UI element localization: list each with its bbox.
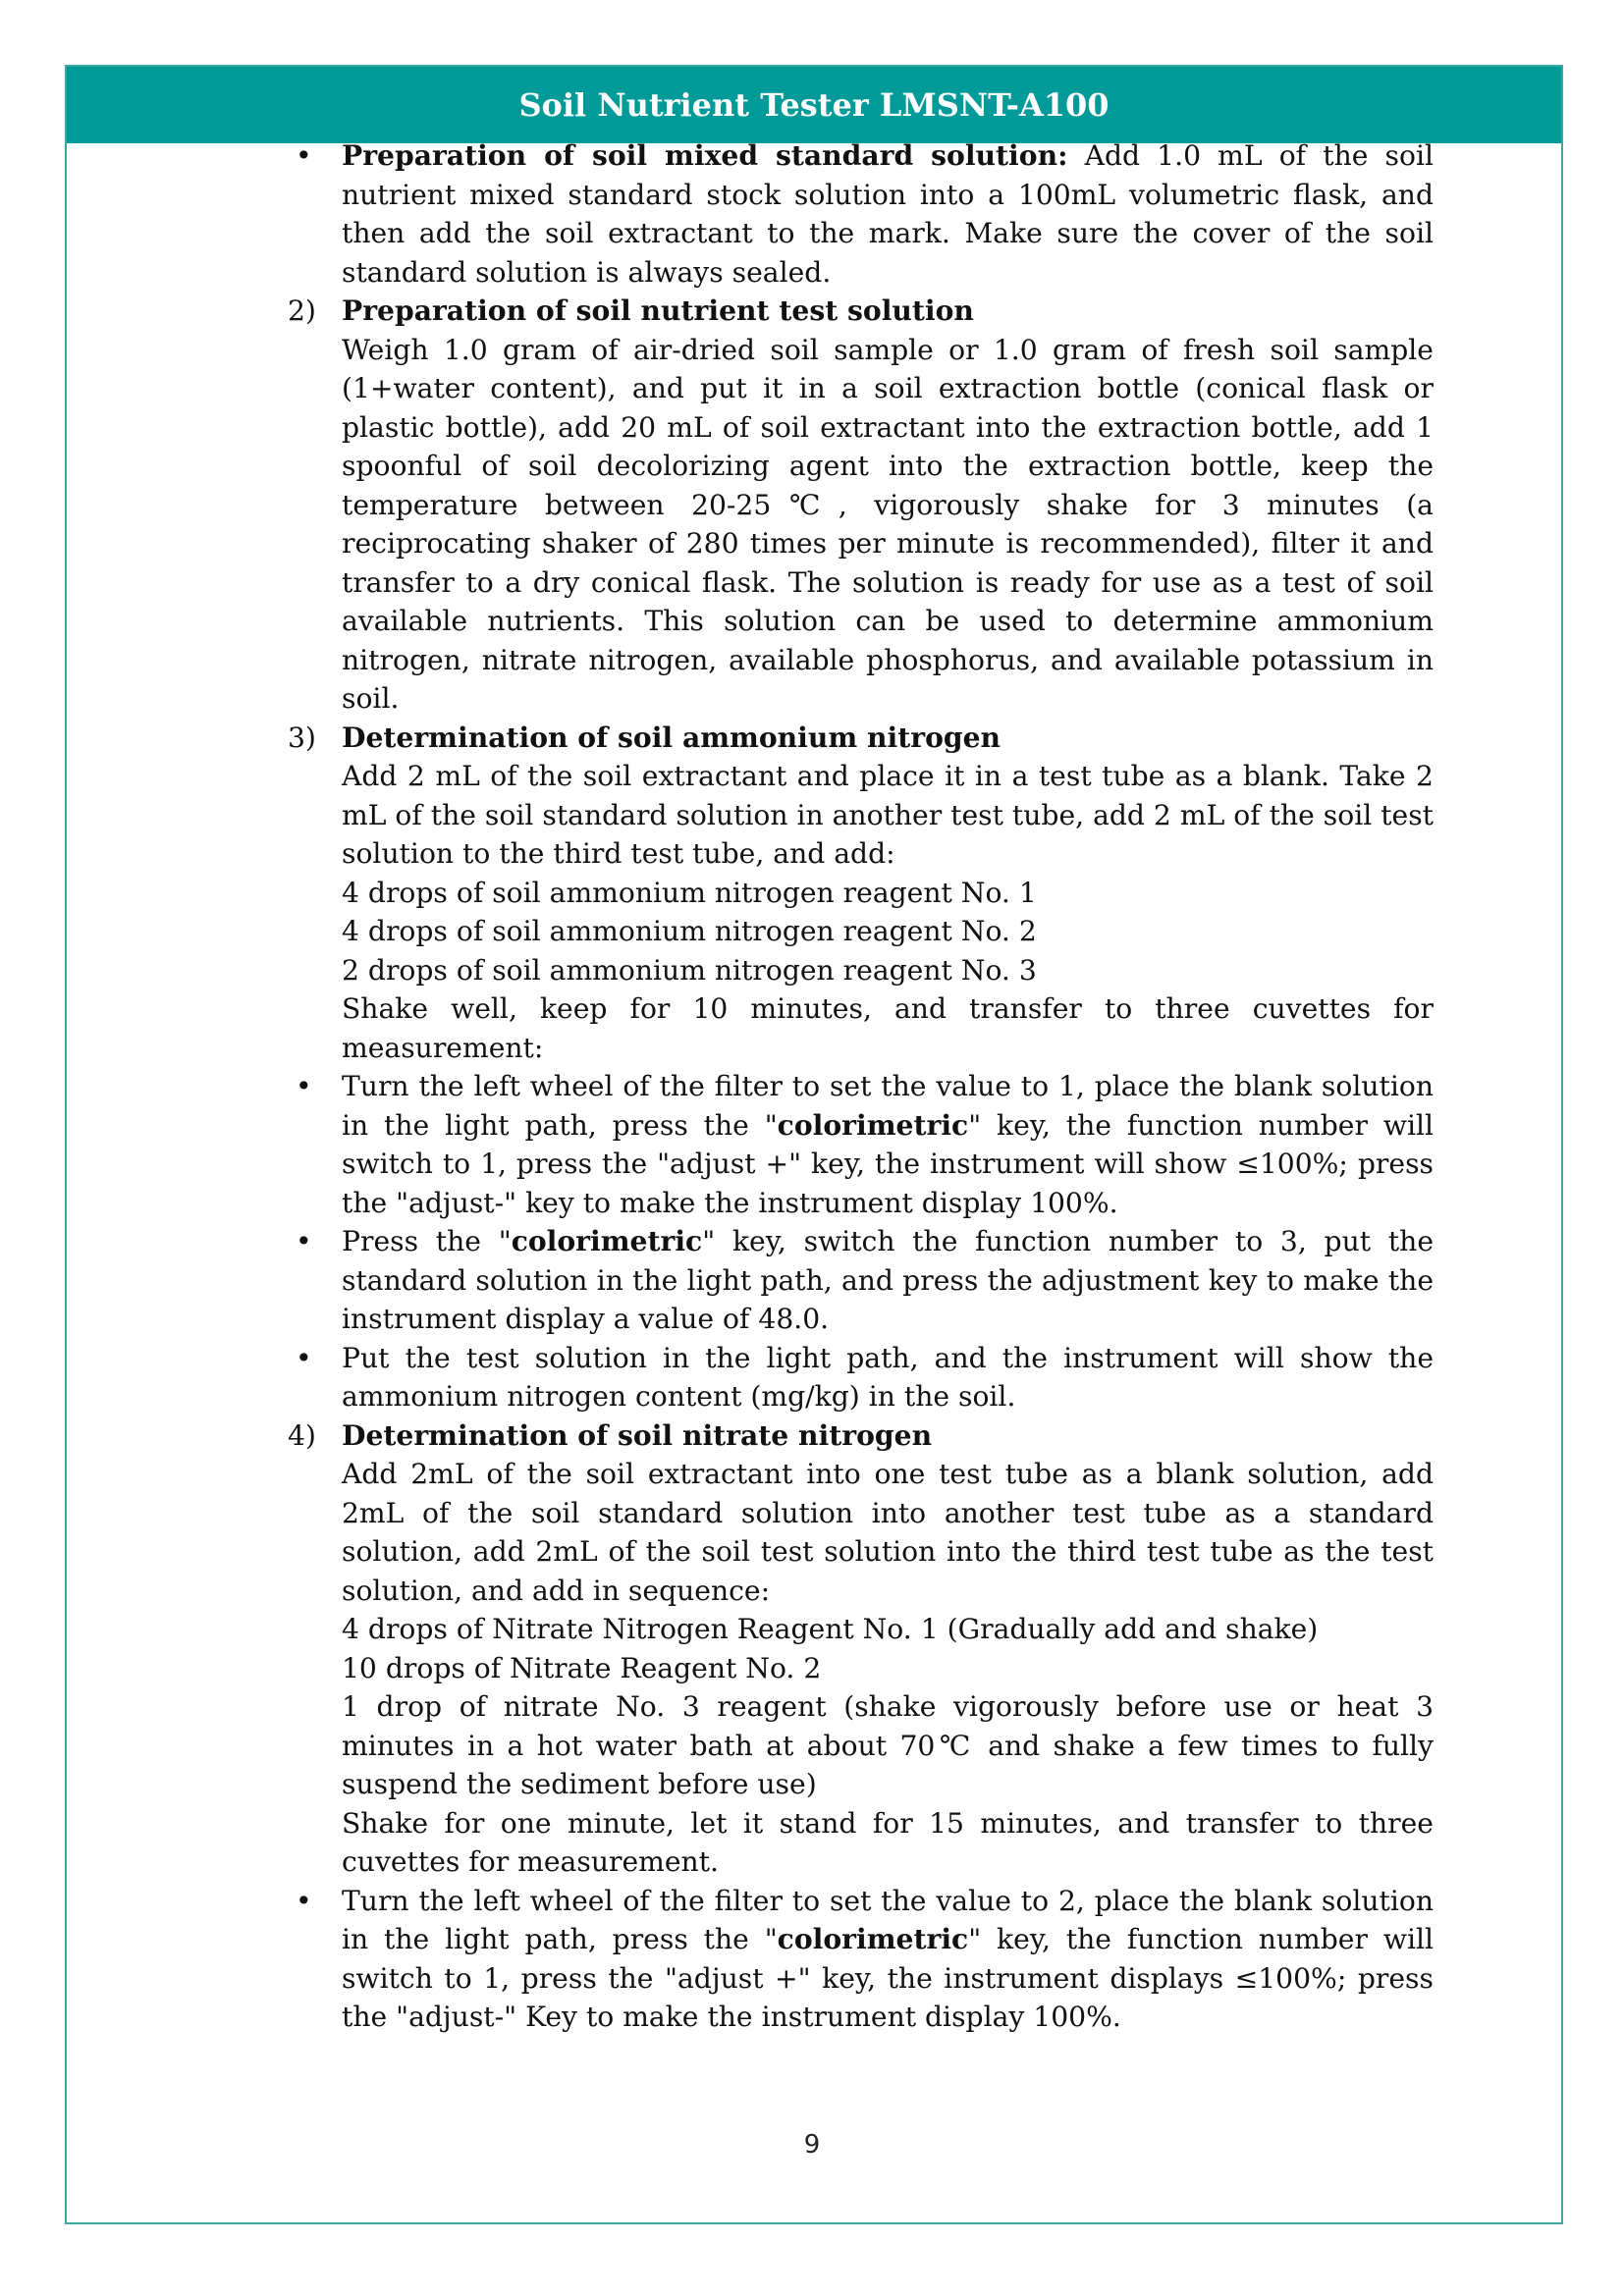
bullet-item [280,1067,1434,1222]
bullet-text: " key, switch the function number to 3, put the standard solution in the light path, and press the adjustment key to make the instrument display a value of 48.0. [342,1225,1434,1335]
reagent-line: 4 drops of soil ammonium nitrogen reagent No. 2 [342,915,1037,947]
reagent-line: 4 drops of Nitrate Nitrogen Reagent No. 1 (Gradually add and shake) [342,1613,1319,1645]
key-name-bold: colorimetric [511,1225,703,1257]
page-number: 9 [803,2130,821,2160]
bullet-text: Turn the left wheel of the filter to set the value to 1, place the blank solution in the light path, press the " [342,1070,1434,1142]
section-number: 4) [288,1418,316,1452]
section-paragraph: Shake for one minute, let it stand for 15 minutes, and transfer to three cuvettes for measurement. [342,1806,1434,1878]
reagent-line: 10 drops of Nitrate Reagent No. 2 [342,1651,822,1684]
section-paragraph: Weigh 1.0 gram of air-dried soil sample or 1.0 gram of fresh soil sample (1+water content), and put it in a soil extraction bottle (conical flask or plastic bottle), add 20 mL of soil extractant into the extraction bottle, add 1 spoonful of soil decolorizing agent into the extraction bottle, keep the temperature between 20-25℃, vigorously shake for 3 minutes (a reciprocating shaker of 280 times per minute is recommended), filter it and transfer to a dry conical flask. The solution is ready for use as a test of soil available nutrients. This solution can be used to determine ammonium nitrogen, nitrate nitrogen, available phosphorus, and available potassium in soil. [342,333,1434,715]
numbered-section [280,719,1434,1068]
key-name-bold: colorimetric [777,1108,969,1142]
bullet-item [280,1222,1434,1339]
bullet-marker: • [296,1341,312,1374]
section-heading: Determination of soil nitrate nitrogen [342,1418,933,1452]
section-paragraph: 1 drop of nitrate No. 3 reagent (shake vigorously before use or heat 3 minutes in a hot water bath at about 70℃ and shake a few times to fully suspend the sediment before use) [342,1690,1434,1800]
numbered-section [280,1416,1434,1882]
section-number: 3) [288,721,316,754]
bullet-text: Turn the left wheel of the filter to set the value to 2, place the blank solution in the light path, press the " [342,1884,1434,1955]
bullet-text: Put the test solution in the light path, and the instrument will show the ammonium nitrogen content (mg/kg) in the soil. [342,1341,1434,1413]
bullet-marker: • [296,139,312,172]
bullet-text: Add 1.0 mL of the soil nutrient mixed standard stock solution into a 100mL volumetric flask, and then add the soil extractant to the mark. Make sure the cover of the soil standard solution is always sealed. [342,139,1434,289]
reagent-line: 4 drops of soil ammonium nitrogen reagent No. 1 [342,876,1037,909]
bullet-marker: • [296,1884,312,1917]
bullet-text: " key, the function number will switch to 1, press the "adjust +" key, the instrument will show ≤100%; press the "adjust-" key to make the instrument display 100%. [342,1108,1435,1219]
bullet-text: Press the " [342,1225,512,1257]
bullet-item [280,136,1434,292]
section-paragraph: Add 2 mL of the soil extractant and place it in a test tube as a blank. Take 2 mL of the soil standard solution in another test tube, add 2 mL of the soil test solution to the third test tube, and add: [342,760,1434,870]
bullet-bold-lead: Preparation of soil mixed standard solution: [342,139,1068,172]
section-heading: Determination of soil ammonium nitrogen [342,721,1001,754]
section-paragraph: Add 2mL of the soil extractant into one test tube as a blank solution, add 2mL of the soil standard solution into another test tube as a standard solution, add 2mL of the soil test solution into the third test tube as the test solution, and add in sequence: [342,1458,1434,1607]
section-number: 2) [288,294,316,327]
section-paragraph: Shake well, keep for 10 minutes, and transfer to three cuvettes for measurement: [342,992,1434,1064]
page-header [67,67,1561,143]
reagent-line: 2 drops of soil ammonium nitrogen reagent No. 3 [342,953,1037,987]
bullet-item [280,1882,1434,2037]
section-heading: Preparation of soil nutrient test solution [342,294,974,327]
page-content [280,136,1434,2037]
bullet-marker: • [296,1070,312,1102]
key-name-bold: colorimetric [777,1923,969,1955]
numbered-section [280,292,1434,719]
bullet-item [280,1339,1434,1416]
document-title: Soil Nutrient Tester LMSNT-A100 [518,86,1110,124]
bullet-marker: • [296,1225,312,1257]
bullet-text: " key, the function number will switch to 1, press the "adjust +" key, the instrument displays ≤100%; press the "adjust-" Key to make the instrument display 100%. [342,1923,1435,2033]
